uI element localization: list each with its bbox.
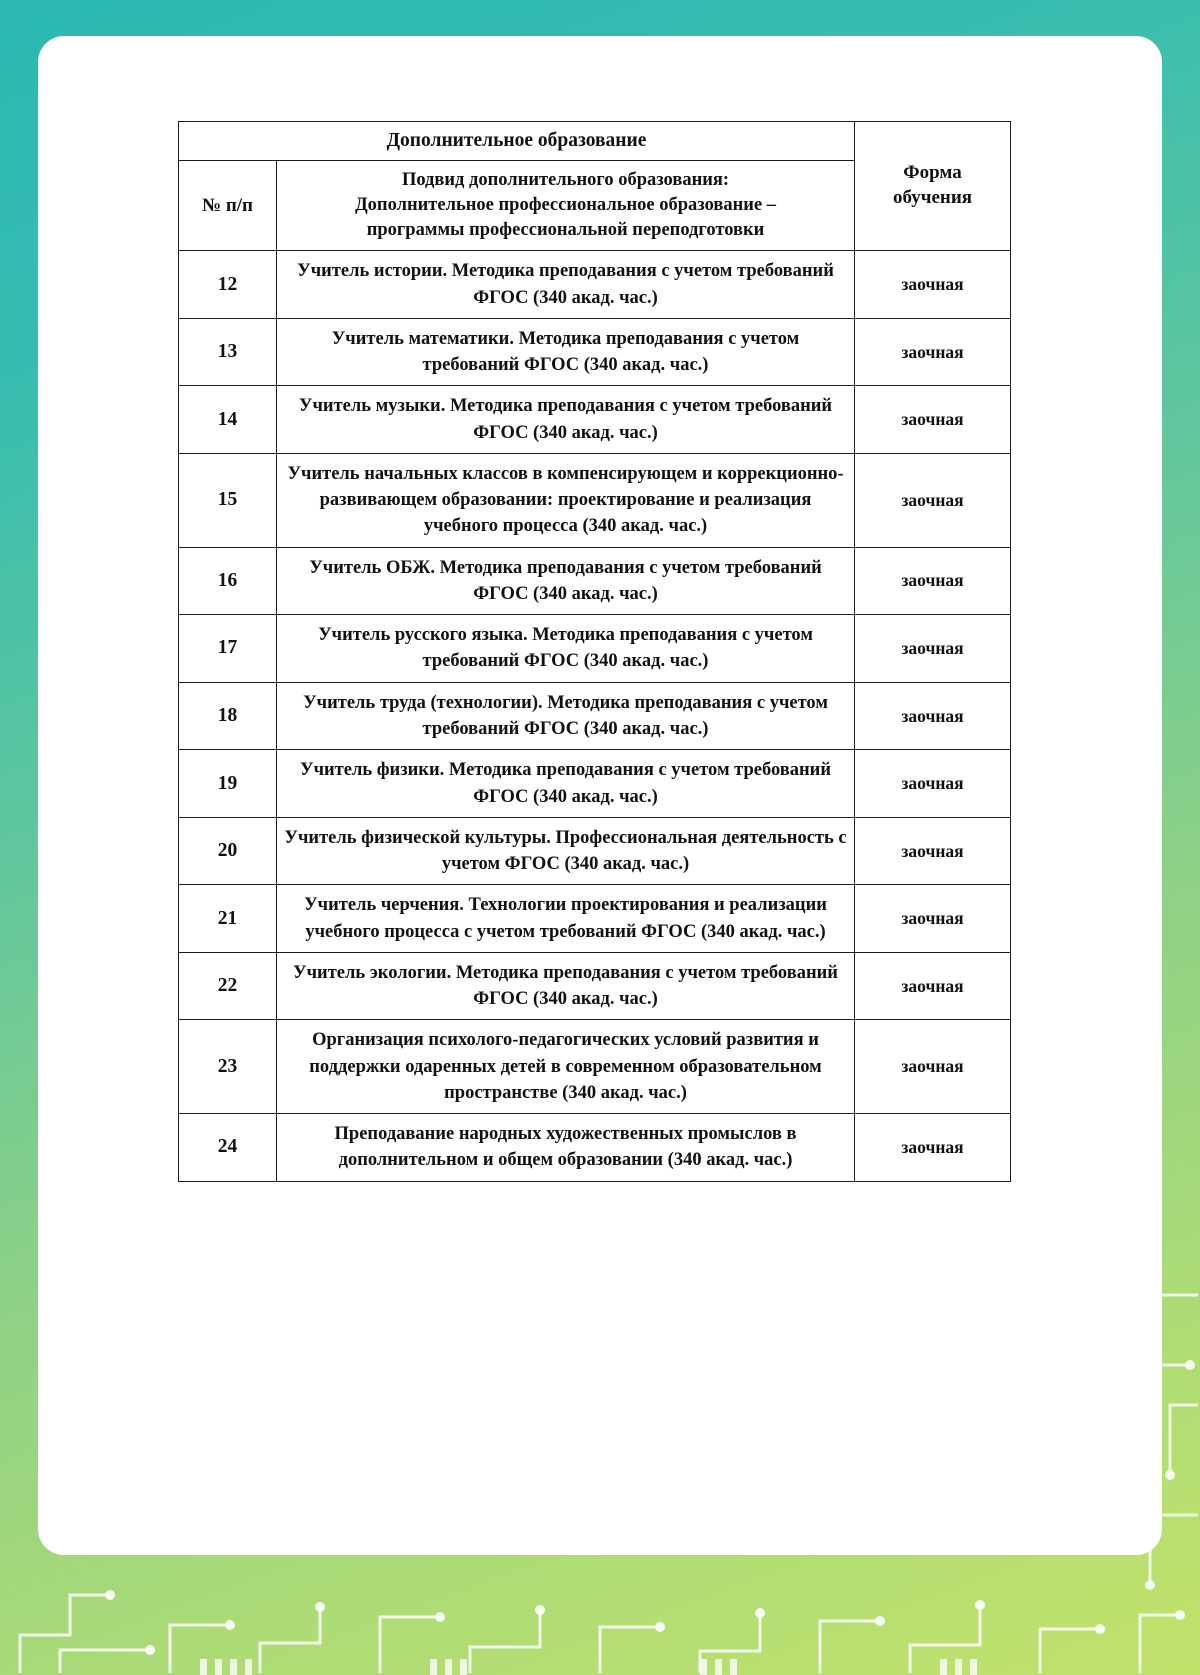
table-row bbox=[179, 1020, 1011, 1114]
row-study-form: заочная bbox=[855, 952, 1011, 1020]
row-number: 19 bbox=[179, 750, 277, 818]
row-number: 17 bbox=[179, 615, 277, 683]
row-study-form: заочная bbox=[855, 682, 1011, 750]
row-study-form: заочная bbox=[855, 251, 1011, 319]
column-header-name-line2: Дополнительное профессиональное образование – bbox=[354, 195, 777, 216]
table-body bbox=[179, 122, 1011, 1182]
row-number: 23 bbox=[179, 1020, 277, 1114]
row-program-name: Учитель математики. Методика преподавания с учетом требований ФГОС (340 акад. час.) bbox=[277, 318, 855, 386]
table-row bbox=[179, 885, 1011, 953]
row-number: 15 bbox=[179, 453, 277, 547]
table-row bbox=[179, 750, 1011, 818]
row-number: 20 bbox=[179, 817, 277, 885]
row-study-form: заочная bbox=[855, 547, 1011, 615]
row-study-form: заочная bbox=[855, 453, 1011, 547]
row-program-name: Учитель русского языка. Методика преподавания с учетом требований ФГОС (340 акад. час.) bbox=[277, 615, 855, 683]
row-number: 22 bbox=[179, 952, 277, 1020]
row-number: 14 bbox=[179, 386, 277, 454]
row-program-name: Учитель ОБЖ. Методика преподавания с учетом требований ФГОС (340 акад. час.) bbox=[277, 547, 855, 615]
row-number: 12 bbox=[179, 251, 277, 319]
row-study-form: заочная bbox=[855, 1114, 1011, 1182]
column-header-name-line3: программы профессиональной переподготовки bbox=[366, 220, 765, 241]
table-row bbox=[179, 386, 1011, 454]
column-header-name-line1: Подвид дополнительного образования: bbox=[401, 170, 730, 191]
row-program-name: Учитель черчения. Технологии проектирования и реализации учебного процесса с учетом требований ФГОС (340 акад. час.) bbox=[277, 885, 855, 953]
column-header-num: № п/п bbox=[179, 161, 277, 251]
table-row bbox=[179, 453, 1011, 547]
row-program-name: Учитель истории. Методика преподавания с учетом требований ФГОС (340 акад. час.) bbox=[277, 251, 855, 319]
document-content bbox=[38, 36, 1162, 1555]
row-study-form: заочная bbox=[855, 750, 1011, 818]
table-row bbox=[179, 1114, 1011, 1182]
column-header-form-line2: обучения bbox=[892, 187, 973, 209]
row-study-form: заочная bbox=[855, 386, 1011, 454]
table-row bbox=[179, 318, 1011, 386]
table-row bbox=[179, 817, 1011, 885]
row-study-form: заочная bbox=[855, 615, 1011, 683]
row-program-name: Учитель труда (технологии). Методика преподавания с учетом требований ФГОС (340 акад. час.) bbox=[277, 682, 855, 750]
row-study-form: заочная bbox=[855, 817, 1011, 885]
programs-table bbox=[178, 121, 1011, 1182]
table-row bbox=[179, 615, 1011, 683]
row-number: 18 bbox=[179, 682, 277, 750]
table-title-cell: Дополнительное образование bbox=[179, 122, 855, 161]
row-study-form: заочная bbox=[855, 318, 1011, 386]
table-row bbox=[179, 952, 1011, 1020]
row-number: 24 bbox=[179, 1114, 277, 1182]
column-header-name bbox=[277, 161, 855, 251]
table-row bbox=[179, 251, 1011, 319]
row-study-form: заочная bbox=[855, 885, 1011, 953]
row-program-name: Учитель физической культуры. Профессиональная деятельность с учетом ФГОС (340 акад. час.) bbox=[277, 817, 855, 885]
row-number: 13 bbox=[179, 318, 277, 386]
table-row bbox=[179, 682, 1011, 750]
table-row bbox=[179, 547, 1011, 615]
row-program-name: Учитель музыки. Методика преподавания с учетом требований ФГОС (340 акад. час.) bbox=[277, 386, 855, 454]
circuit-decoration-bottom bbox=[0, 1555, 1200, 1675]
row-number: 16 bbox=[179, 547, 277, 615]
row-program-name: Учитель экологии. Методика преподавания с учетом требований ФГОС (340 акад. час.) bbox=[277, 952, 855, 1020]
column-header-form bbox=[855, 122, 1011, 251]
row-program-name: Учитель начальных классов в компенсирующем и коррекционно-развивающем образовании: проектирование и реализация учебного процесса (340 акад. час.) bbox=[277, 453, 855, 547]
row-number: 21 bbox=[179, 885, 277, 953]
row-program-name: Преподавание народных художественных промыслов в дополнительном и общем образовании (340 акад. час.) bbox=[277, 1114, 855, 1182]
row-program-name: Учитель физики. Методика преподавания с учетом требований ФГОС (340 акад. час.) bbox=[277, 750, 855, 818]
row-study-form: заочная bbox=[855, 1020, 1011, 1114]
row-program-name: Организация психолого-педагогических условий развития и поддержки одаренных детей в современном образовательном пространстве (340 акад. час.) bbox=[277, 1020, 855, 1114]
column-header-form-line1: Форма bbox=[903, 162, 962, 184]
table-header-row-1 bbox=[179, 122, 1011, 161]
